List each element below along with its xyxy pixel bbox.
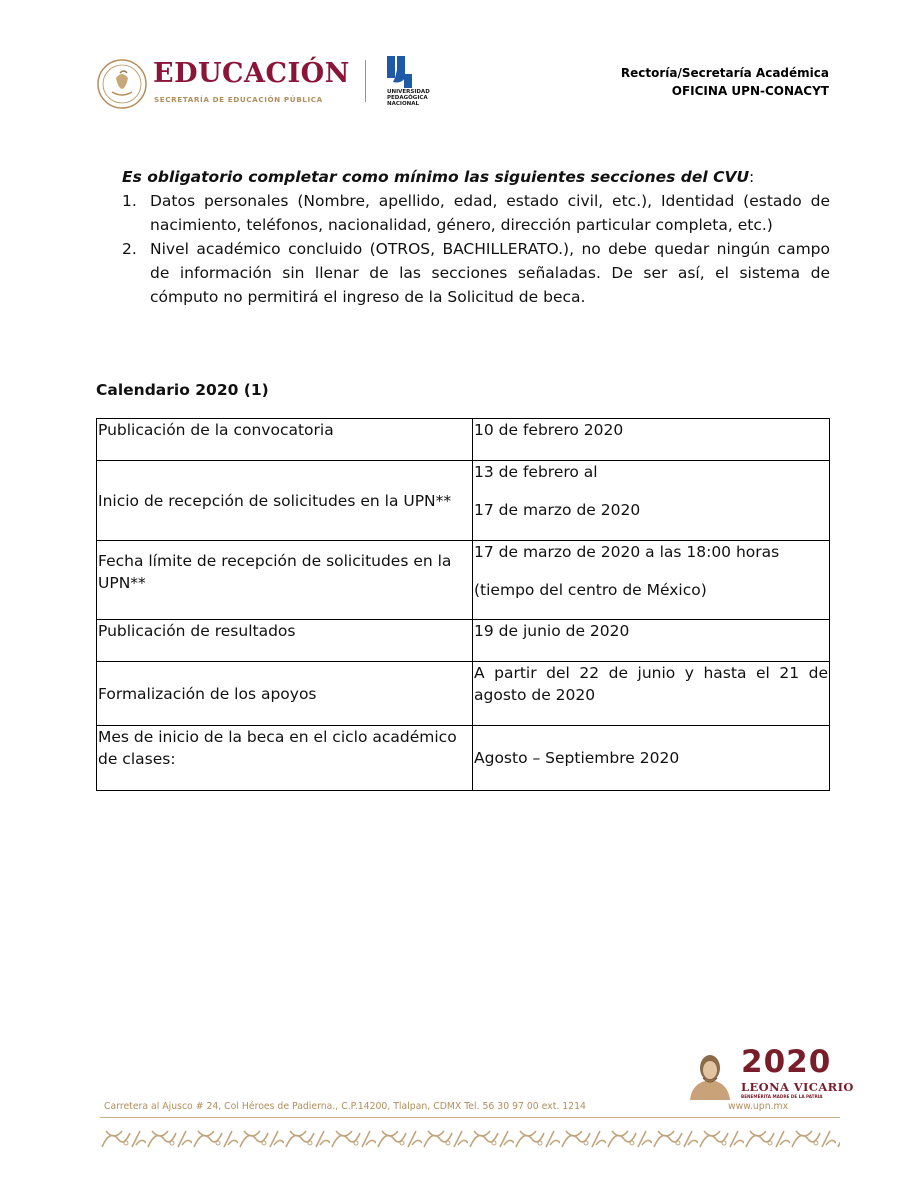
table-row: [97, 662, 830, 726]
list-item: [122, 189, 830, 237]
value-line: 17 de marzo de 2020 a las 18:00 horas: [474, 543, 780, 561]
row-value: [473, 541, 830, 620]
header-department: Rectoría/Secretaría Académica: [620, 66, 829, 80]
sep-logo-title: EDUCACIÓN: [153, 58, 350, 89]
leona-year: 2020: [741, 1044, 832, 1080]
header-office-info: [621, 64, 829, 100]
table-row: [97, 541, 830, 620]
upn-logo-icon: [384, 54, 414, 90]
row-label: Formalización de los apoyos: [97, 662, 473, 726]
row-value: 19 de junio de 2020: [473, 620, 830, 662]
table-row: [97, 461, 830, 541]
header-office: OFICINA UPN-CONACYT: [671, 84, 829, 98]
sep-logo-subtitle: SECRETARÍA DE EDUCACIÓN PÚBLICA: [154, 95, 323, 104]
upn-line: UNIVERSIDAD: [387, 89, 430, 95]
header-divider: [365, 60, 366, 102]
list-number: 2.: [122, 240, 137, 258]
list-text: Datos personales (Nombre, apellido, edad, estado civil, etc.), Identidad (estado de nacimiento, teléfonos, nacionalidad, género, dirección particular completa, etc.): [150, 192, 830, 234]
requirements-colon: :: [749, 168, 755, 186]
sep-seal-icon: [96, 58, 148, 110]
list-item: [122, 237, 830, 309]
value-line: (tiempo del centro de México): [474, 581, 707, 599]
row-value: [473, 461, 830, 541]
table-row: [97, 726, 830, 791]
footer-divider: [100, 1117, 840, 1118]
table-row: [97, 620, 830, 662]
value-line: 13 de febrero al: [474, 463, 598, 481]
row-label: Inicio de recepción de solicitudes en la UPN**: [97, 461, 473, 541]
row-label: Publicación de la convocatoria: [97, 419, 473, 461]
row-value: A partir del 22 de junio y hasta el 21 de agosto de 2020: [473, 662, 830, 726]
row-label: Fecha límite de recepción de solicitudes en la UPN**: [97, 541, 473, 620]
value-line: 17 de marzo de 2020: [474, 501, 641, 519]
decorative-pattern-band: [100, 1127, 840, 1149]
leona-vicario-portrait-icon: [684, 1048, 736, 1100]
calendar-title: Calendario 2020 (1): [96, 381, 269, 399]
row-value: 10 de febrero 2020: [473, 419, 830, 461]
row-value: Agosto – Septiembre 2020: [473, 726, 830, 791]
calendar-table: [96, 418, 830, 791]
requirements-list: [122, 189, 830, 309]
upn-line: NACIONAL: [387, 101, 419, 107]
row-label: Mes de inicio de la beca en el ciclo académico de clases:: [97, 726, 473, 791]
requirements-heading: [122, 165, 830, 189]
footer-address: Carretera al Ajusco # 24, Col Héroes de Padierna., C.P.14200, Tlalpan, CDMX Tel. 56 30 97 00 ext. 1214: [104, 1101, 586, 1112]
cvu-requirements: [122, 165, 830, 309]
upn-logo-text: [387, 89, 457, 107]
leona-name: LEONA VICARIO: [741, 1080, 854, 1094]
list-text: Nivel académico concluido (OTROS, BACHILLERATO.), no debe quedar ningún campo de información sin llenar de las secciones señaladas. De ser así, el sistema de cómputo no permitirá el ingreso de la Solicitud de beca.: [150, 240, 830, 306]
footer-url[interactable]: www.upn.mx: [728, 1101, 789, 1112]
row-label: Publicación de resultados: [97, 620, 473, 662]
requirements-title: Es obligatorio completar como mínimo las siguientes secciones del CVU: [122, 168, 750, 186]
leona-subtitle: BENEMÉRITA MADRE DE LA PATRIA: [741, 1094, 823, 1099]
upn-line: PEDAGÓGICA: [387, 95, 428, 101]
table-row: [97, 419, 830, 461]
list-number: 1.: [122, 192, 137, 210]
